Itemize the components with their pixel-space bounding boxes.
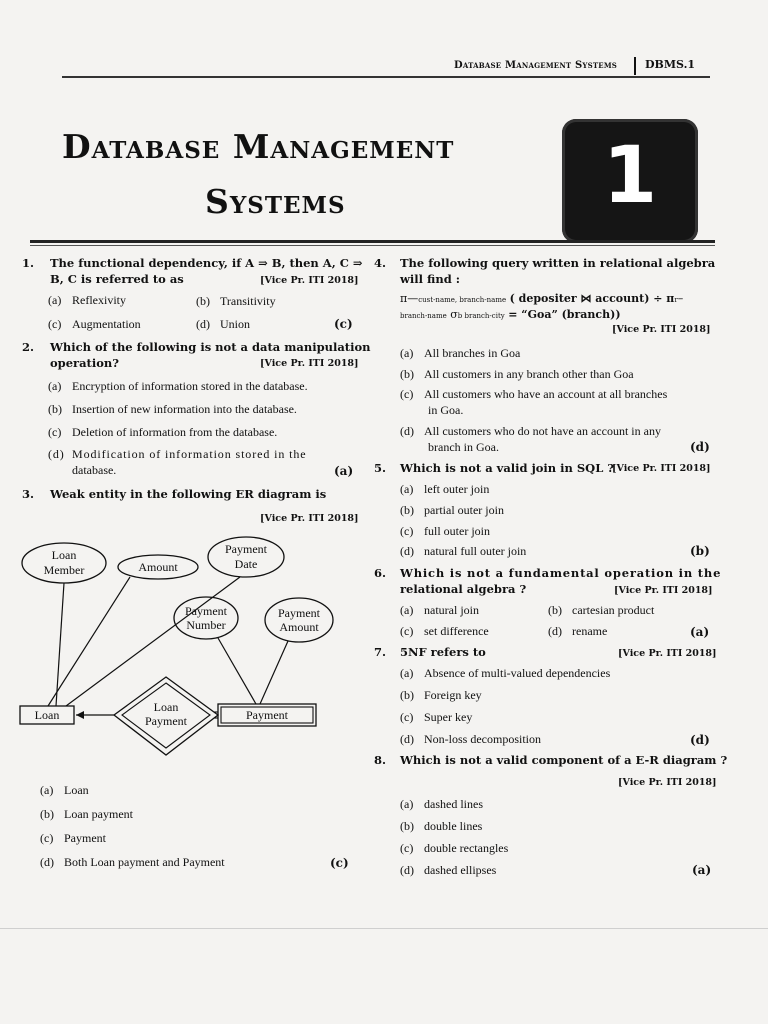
option-b: (b) cartesian product [548, 603, 655, 617]
option-b: (b) Insertion of new information into the database. [48, 402, 297, 416]
chapter-number-box [562, 119, 698, 243]
source-reference: [Vice Pr. ITI 2018] [618, 777, 717, 788]
option-c: (c) double rectangles [400, 841, 509, 855]
chapter-number: 1 [602, 131, 658, 221]
attr-label: Number [186, 618, 226, 632]
header-divider [634, 57, 636, 75]
er-diagram [18, 535, 348, 765]
option-a: (a) Reflexivity [48, 293, 126, 307]
option-d: (d) rename [548, 624, 608, 638]
source-reference: [Vice Pr. ITI 2018] [260, 513, 359, 524]
question-text: Which is not a valid join in SQL ? [400, 461, 615, 475]
source-reference: [Vice Pr. ITI 2018] [260, 358, 359, 369]
option-c: (c) Payment [40, 831, 106, 845]
option-d-cont: branch in Goa. [428, 440, 499, 454]
question-number: 2. [22, 340, 35, 354]
answer-key: (a) [334, 464, 354, 478]
option-d: (d) Both Loan payment and Payment [40, 855, 225, 869]
question-text: 5NF refers to [400, 645, 486, 659]
answer-key: (b) [690, 544, 710, 558]
attr-label: Member [43, 563, 85, 577]
answer-key: (a) [690, 625, 710, 639]
option-c: (c) Deletion of information from the database. [48, 425, 278, 439]
question-text: Which is not a valid component of a E-R diagram ? [400, 753, 728, 767]
question-number: 6. [374, 566, 387, 580]
option-b: (b) Transitivity [196, 294, 276, 308]
answer-key: (a) [692, 863, 712, 877]
question-number: 5. [374, 461, 387, 475]
option-b: (b) All customers in any branch other than Goa [400, 367, 634, 381]
option-c: (c) Augmentation [48, 317, 141, 331]
option-b: (b) Foreign key [400, 688, 482, 702]
question-number: 8. [374, 753, 387, 767]
entity-label: Payment [246, 708, 288, 722]
option-a: (a) Absence of multi-valued dependencies [400, 666, 611, 680]
answer-key: (c) [334, 317, 353, 331]
source-reference: [Vice Pr. ITI 2018] [614, 585, 713, 596]
source-reference: [Vice Pr. ITI 2018] [260, 275, 359, 286]
question-text: Which of the following is not a data manipulation [50, 340, 371, 354]
chapter-title-line2: Systems [205, 182, 346, 221]
question-text: will find : [400, 272, 461, 286]
attr-label: Amount [138, 560, 178, 574]
question-text: Which is not a fundamental operation in the [400, 566, 722, 580]
option-c: (c) All customers who have an account at all branches [400, 387, 668, 401]
question-text: The functional dependency, if A ⇒ B, then A, C ⇒ [50, 256, 363, 270]
question-number: 1. [22, 256, 35, 270]
question-number: 4. [374, 256, 387, 270]
title-rule-thin [30, 245, 715, 246]
option-a: (a) natural join [400, 603, 479, 617]
attr-label: Amount [279, 620, 319, 634]
option-b: (b) Loan payment [40, 807, 133, 821]
answer-key: (d) [690, 733, 710, 747]
question-number: 7. [374, 645, 387, 659]
header-rule [62, 76, 710, 78]
relational-algebra-formula: π—cust-name, branch-name ( depositer ⋈ account) ÷ πr– [400, 292, 684, 305]
option-d: (d) Modification of information stored in the [48, 447, 307, 461]
option-c-cont: in Goa. [428, 403, 464, 417]
source-reference: [Vice Pr. ITI 2018] [612, 324, 711, 335]
option-b: (b) double lines [400, 819, 483, 833]
attr-label: Payment [185, 604, 227, 618]
option-a: (a) dashed lines [400, 797, 483, 811]
entity-label: Loan [34, 708, 60, 722]
page-code: DBMS.1 [645, 58, 696, 71]
attr-label: Loan [51, 548, 77, 562]
answer-key: (d) [690, 440, 710, 454]
question-number: 3. [22, 487, 35, 501]
option-c: (c) set difference [400, 624, 489, 638]
option-d-cont: database. [72, 463, 117, 477]
page-bottom-edge [0, 928, 768, 929]
relational-algebra-formula-line2: branch-name σb branch-city = “Goa” (branch)) [400, 308, 621, 321]
option-b: (b) partial outer join [400, 503, 504, 517]
attr-label: Payment [225, 542, 267, 556]
option-c: (c) full outer join [400, 524, 490, 538]
option-c: (c) Super key [400, 710, 473, 724]
relationship-label: Payment [145, 714, 187, 728]
option-d: (d) All customers who do not have an account in any [400, 424, 661, 438]
chapter-title-line1: Database Management [62, 127, 455, 166]
title-rule [30, 240, 715, 243]
option-d: (d) dashed ellipses [400, 863, 497, 877]
question-text: relational algebra ? [400, 582, 527, 596]
option-d: (d) Non-loss decomposition [400, 732, 541, 746]
option-a: (a) left outer join [400, 482, 490, 496]
option-a: (a) All branches in Goa [400, 346, 521, 360]
option-d: (d) natural full outer join [400, 544, 527, 558]
option-a: (a) Loan [40, 783, 89, 797]
option-a: (a) Encryption of information stored in the database. [48, 379, 308, 393]
question-text: Weak entity in the following ER diagram is [50, 487, 327, 501]
attr-label: Payment [278, 606, 320, 620]
option-d: (d) Union [196, 317, 250, 331]
attr-label: Date [234, 557, 258, 571]
running-title: Database Management Systems [454, 60, 618, 71]
question-text: B, C is referred to as [50, 272, 184, 286]
source-reference: [Vice Pr. ITI 2018] [618, 648, 717, 659]
question-text: operation? [50, 356, 119, 370]
source-reference: [Vice Pr. ITI 2018] [612, 463, 711, 474]
question-text: The following query written in relational algebra [400, 256, 716, 270]
relationship-label: Loan [153, 700, 179, 714]
answer-key: (c) [330, 856, 349, 870]
